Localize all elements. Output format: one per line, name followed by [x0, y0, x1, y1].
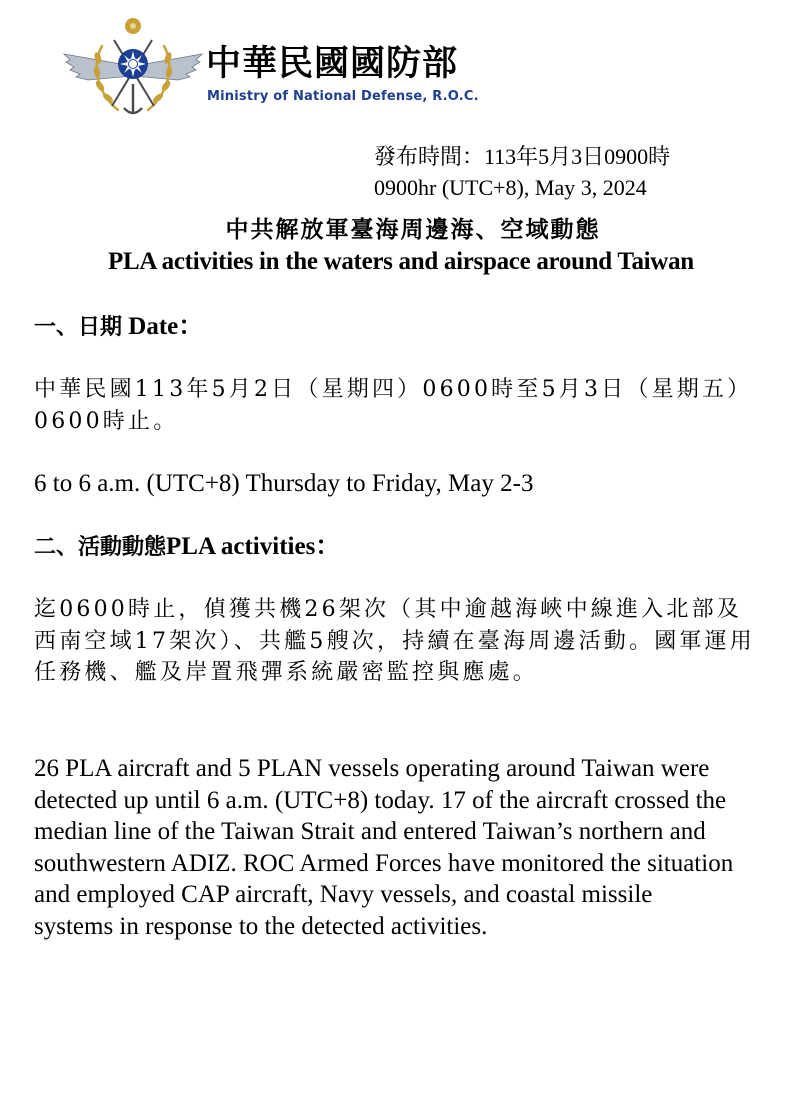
org-name-cn: 中華民國國防部 — [206, 44, 459, 84]
release-time-en: 0900hr (UTC+8), May 3, 2024 — [374, 175, 647, 200]
release-time — [374, 141, 670, 203]
section1-body-en: 6 to 6 a.m. (UTC+8) Thursday to Friday, May 2-3 — [34, 470, 534, 497]
title-en: PLA activities in the waters and airspace around Taiwan — [108, 248, 694, 275]
section1-body-cn: 中華民國113年5月2日（星期四）0600時至5月3日（星期五）0600時止。 — [34, 377, 753, 434]
release-time-cn: 發布時間：113年5月3日0900時 — [374, 144, 671, 169]
section2-body-en: 26 PLA aircraft and 5 PLAN vessels operating around Taiwan were detected up until 6 a.m. (UTC+8) today. 17 of the aircraft crossed the median line of the Taiwan Strait and entered Taiwan’s northern and southwestern ADIZ. ROC Armed Forces have monitored the situation and employed CAP aircraft, Navy vessels, and coastal missile systems in response to the detected activities. — [34, 755, 734, 940]
section2-body-cn: 迄0600時止，偵獲共機26架次（其中逾越海峽中線進入北部及西南空域17架次）、共艦5艘次，持續在臺海周邊活動。國軍運用任務機、艦及岸置飛彈系統嚴密監控與應處。 — [34, 597, 755, 685]
mnd-emblem-icon — [62, 14, 204, 126]
section1-heading-cn: 一、日期 — [34, 314, 123, 340]
title-cn: 中共解放軍臺海周邊海、空域動態 — [225, 217, 601, 243]
section1-heading — [34, 311, 764, 343]
section1-heading-en: Date： — [122, 313, 204, 340]
org-name-en: Ministry of National Defense, R.O.C. — [207, 89, 479, 104]
section2-heading-en: PLA activities： — [166, 533, 341, 560]
section2-heading-cn: 二、活動動態 — [34, 534, 167, 560]
section2-heading — [34, 531, 764, 563]
